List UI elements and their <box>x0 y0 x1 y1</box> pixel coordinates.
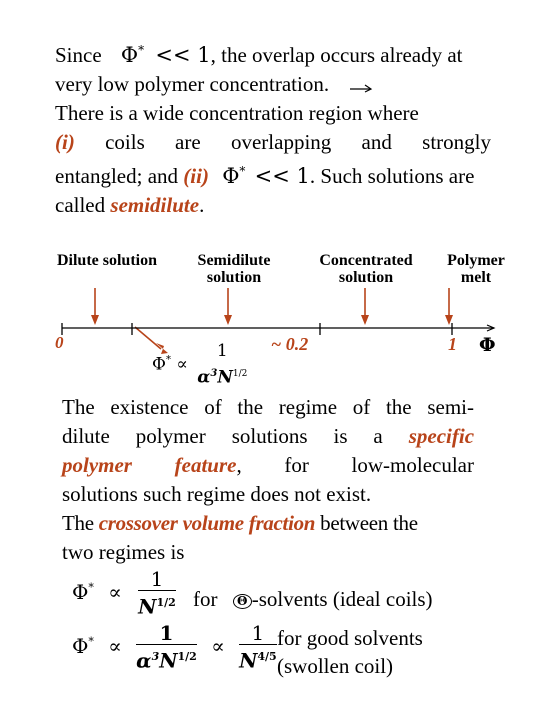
pointer-concentrated-head <box>361 315 369 325</box>
body-paragraph <box>62 393 474 567</box>
tick-label-0: 0 <box>55 333 64 352</box>
arrow-right-icon <box>348 81 374 93</box>
theta-solvent-caption: for Θ -solvents (ideal coils) <box>193 587 433 611</box>
intro-line-1: Since Φ* << 1, the overlap occurs already at <box>55 43 463 67</box>
body-line-4: solutions such regime does not exist. <box>62 482 372 506</box>
pointer-dilute-head <box>91 315 99 325</box>
body-line-3: polymer feature, for low-molecular <box>62 453 474 477</box>
region-label-concentrated: Concentrated solution <box>319 252 413 286</box>
phi-star-symbol: Φ* <box>120 43 145 67</box>
intro-paragraph <box>55 36 491 220</box>
good-solvent-caption: for good solvents (swollen coil) <box>277 626 423 678</box>
region-label-semidilute: Semidilute solution <box>197 252 271 286</box>
crossover-formula-axis: Φ* ∝ 1 $\alpha^3N^{1/2}$ <box>152 341 248 388</box>
formula-theta-solvent: Φ* ∝ $\frac{1}{N^{1/2}}$ <box>72 567 176 619</box>
body-line-1: The existence of the regime of the semi- <box>62 395 474 419</box>
formula-good-solvent: Φ* ∝ $\frac{1}{\alpha^3N^{1/2}}$ ∝ $\frac{1}{N^{4/5}}$ <box>72 621 277 673</box>
axis-phi-symbol: Φ <box>479 334 496 356</box>
body-line-6: two regimes is <box>62 540 185 564</box>
concentration-axis-diagram <box>0 285 540 395</box>
intro-line-6: called semidilute. <box>55 193 205 217</box>
body-line-5: The crossover volume fraction between the <box>62 511 418 535</box>
tick-label-02: ~ 0.2 <box>271 334 309 354</box>
intro-line-4: (i) coils are overlapping and strongly <box>55 130 491 154</box>
region-label-melt: Polymer melt <box>447 252 505 286</box>
tick-label-1: 1 <box>448 334 457 354</box>
pointer-semidilute-head <box>224 315 232 325</box>
intro-line-3: There is a wide concentration region where <box>55 101 419 125</box>
region-label-dilute: Dilute solution <box>56 252 157 269</box>
intro-line-2: very low polymer concentration. <box>55 70 491 99</box>
intro-line-5: entangled; and (ii) Φ* << 1. Such solutions are <box>55 164 475 188</box>
body-line-2: dilute polymer solutions is a specific <box>62 424 475 448</box>
phi-star-symbol-2: Φ* <box>222 164 246 188</box>
theta-symbol: Θ <box>233 594 252 609</box>
